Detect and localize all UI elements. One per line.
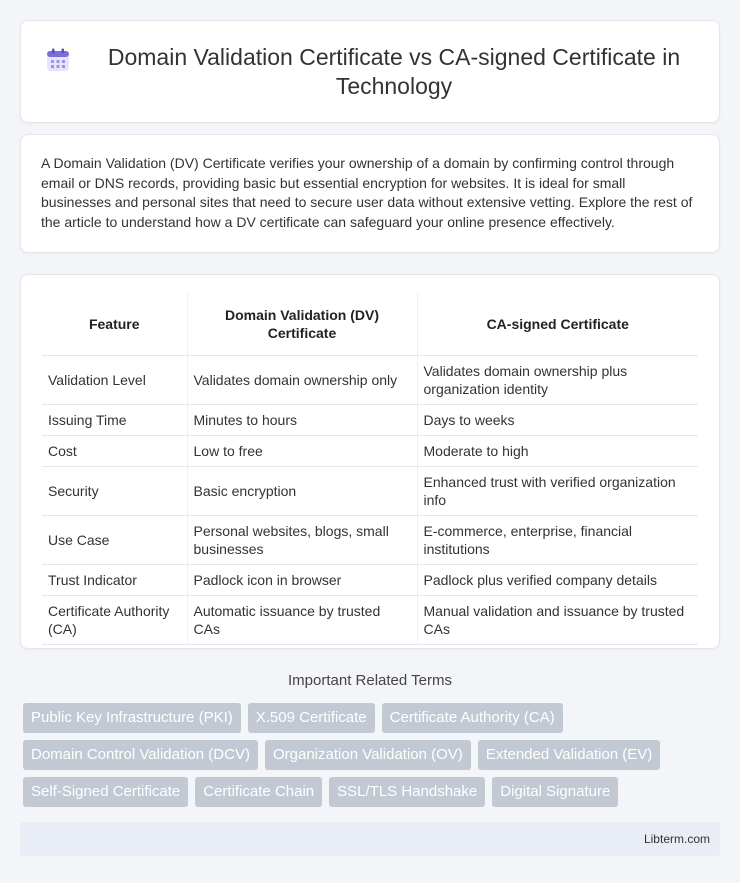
related-terms-list [20,703,720,807]
table-cell: Validation Level [42,355,187,404]
related-term-tag[interactable]: Digital Signature [492,777,618,807]
related-term-tag[interactable]: Extended Validation (EV) [478,740,661,770]
table-cell: Use Case [42,515,187,564]
related-term-tag[interactable]: Public Key Infrastructure (PKI) [23,703,241,733]
table-cell: Basic encryption [187,466,417,515]
intro-text: A Domain Validation (DV) Certificate verifies your ownership of a domain by confirming control through email or DNS records, providing basic but essential encryption for websites. It is ideal for small businesses and personal sites that need to secure user data without extensive vetting. Explore the rest of the article to understand how a DV certificate can safeguard your online presence effectively. [41,155,693,230]
table-cell: Trust Indicator [42,564,187,595]
table-cell: Padlock icon in browser [187,564,417,595]
footer-brand-link[interactable]: Libterm.com [643,832,710,846]
related-term-tag[interactable]: X.509 Certificate [248,703,375,733]
table-row [42,435,698,466]
table-cell: Minutes to hours [187,404,417,435]
title-card [20,20,720,123]
table-cell: Cost [42,435,187,466]
table-cell: Enhanced trust with verified organization info [417,466,698,515]
footer [20,822,720,856]
related-term-tag[interactable]: Domain Control Validation (DCV) [23,740,258,770]
intro-card [20,134,720,253]
table-row [42,564,698,595]
related-terms-title: Important Related Terms [288,672,452,689]
table-cell: Automatic issuance by trusted CAs [187,595,417,644]
table-cell: Manual validation and issuance by trusted CAs [417,595,698,644]
table-row [42,515,698,564]
related-term-tag[interactable]: Certificate Chain [195,777,322,807]
table-header-cell: Domain Validation (DV) Certificate [187,293,417,355]
table-cell: Padlock plus verified company details [417,564,698,595]
table-cell: Validates domain ownership plus organization identity [417,355,698,404]
table-cell: E-commerce, enterprise, financial institutions [417,515,698,564]
table-row [42,466,698,515]
related-term-tag[interactable]: Organization Validation (OV) [265,740,471,770]
table-cell: Certificate Authority (CA) [42,595,187,644]
related-term-tag[interactable]: Certificate Authority (CA) [382,703,563,733]
table-row [42,595,698,644]
table-cell: Days to weeks [417,404,698,435]
table-row [42,355,698,404]
table-cell: Moderate to high [417,435,698,466]
calendar-icon [45,47,71,73]
related-term-tag[interactable]: SSL/TLS Handshake [329,777,485,807]
table-cell: Personal websites, blogs, small businesses [187,515,417,564]
comparison-table-card [20,274,720,649]
table-header-cell: CA-signed Certificate [417,293,698,355]
related-term-tag[interactable]: Self-Signed Certificate [23,777,188,807]
table-cell: Security [42,466,187,515]
page-title: Domain Validation Certificate vs CA-signed Certificate in Technology [107,43,681,99]
table-cell: Low to free [187,435,417,466]
table-header-row [42,293,698,355]
title-row [45,43,695,101]
table-header-cell: Feature [42,293,187,355]
table-cell: Validates domain ownership only [187,355,417,404]
comparison-table [42,293,698,645]
table-cell: Issuing Time [42,404,187,435]
table-row [42,404,698,435]
